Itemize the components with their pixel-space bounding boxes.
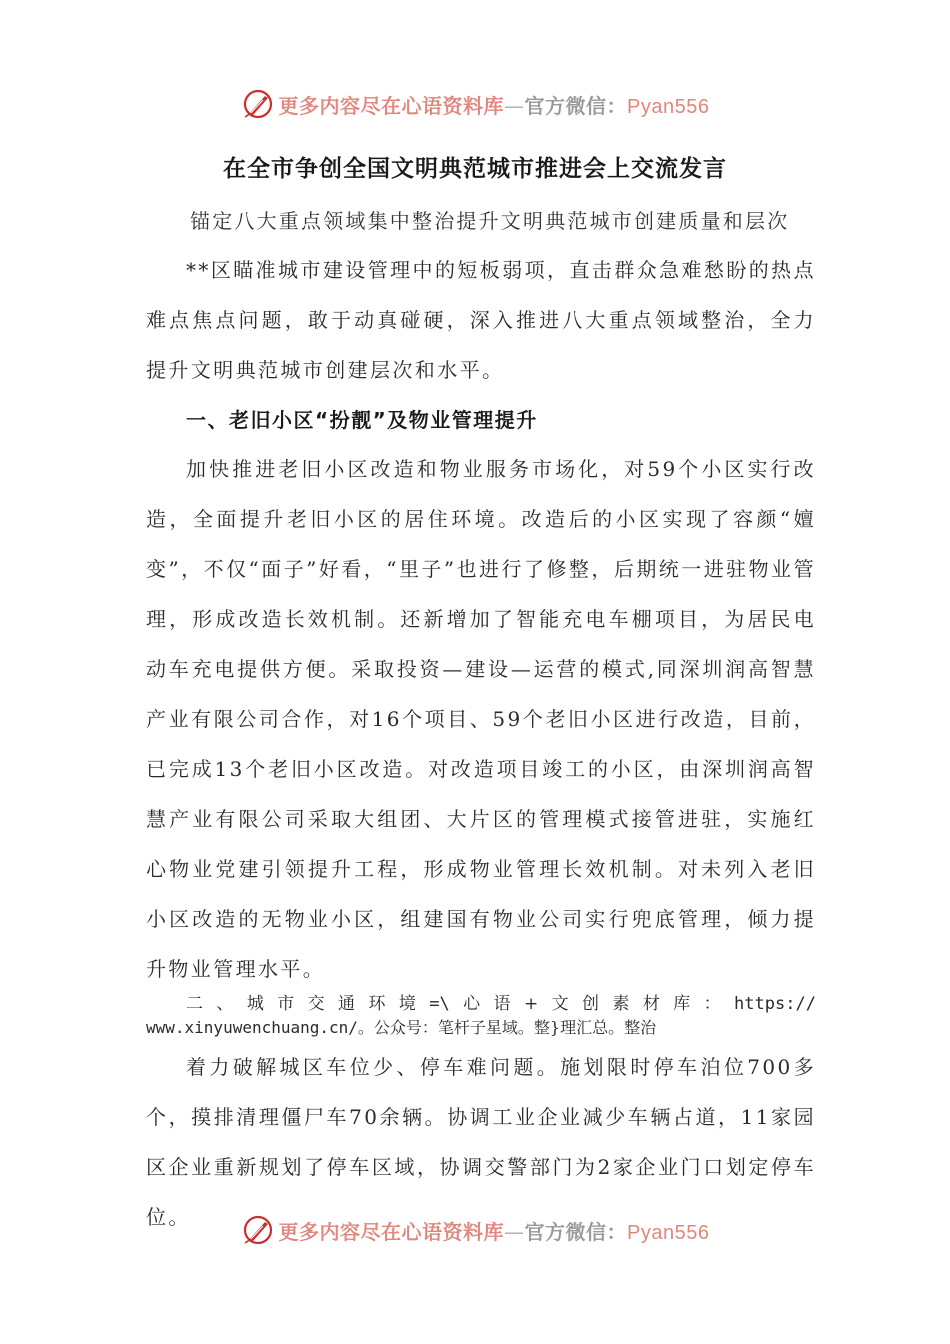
source-url-link[interactable]: www.xinyuwenchuang.cn/ bbox=[146, 1018, 358, 1037]
quill-pen-circle-icon bbox=[241, 87, 275, 121]
footer-banner bbox=[0, 1210, 950, 1250]
section-1-paragraph: 加快推进老旧小区改造和物业服务市场化，对59个小区实行改造，全面提升老旧小区的居住环境。改造后的小区实现了容颜“嬗变”，不仅“面子”好看，“里子”也进行了修整，后期统一进驻物业管理，形成改造长效机制。还新增加了智能充电车棚项目，为居民电动车充电提供方便。采取投资—建设—运营的模式,同深圳润高智慧产业有限公司合作，对16个项目、59个老旧小区进行改造，目前，已完成13个老旧小区改造。对改造项目竣工的小区，由深圳润高智慧产业有限公司采取大组团、大片区的管理模式接管进驻，实施红心物业党建引领提升工程，形成物业管理长效机制。对未列入老旧小区改造的无物业小区，组建国有物业公司实行兜底管理，倾力提升物业管理水平。 bbox=[146, 457, 816, 981]
section-2-heading bbox=[146, 992, 816, 1040]
banner-text: 更多内容尽在心语资料库—官方微信：Pyan556 bbox=[278, 1219, 710, 1244]
quill-pen-circle-icon bbox=[241, 1213, 275, 1247]
banner-text: 更多内容尽在心语资料库—官方微信：Pyan556 bbox=[278, 93, 710, 118]
section-1-heading: 一、老旧小区“扮靓”及物业管理提升 bbox=[186, 408, 538, 432]
document-subtitle: 锚定八大重点领域集中整治提升文明典范城市创建质量和层次 bbox=[190, 209, 790, 233]
section-2-heading-line1: 二 、 城 市 交 通 环 境 =\ 心 语 + 文 创 素 材 库 ： https:// bbox=[186, 994, 816, 1014]
intro-paragraph: **区瞄准城市建设管理中的短板弱项，直击群众急难愁盼的热点难点焦点问题，敢于动真碰硬，深入推进八大重点领域整治，全力提升文明典范城市创建层次和水平。 bbox=[146, 258, 816, 382]
section-2-heading-line2: www.xinyuwenchuang.cn/。公众号：笔杆子星域。整}理汇总。整治 bbox=[146, 1018, 657, 1037]
document-title: 在全市争创全国文明典范城市推进会上交流发言 bbox=[223, 156, 727, 182]
header-banner bbox=[0, 84, 950, 124]
section-2-paragraph: 着力破解城区车位少、停车难问题。施划限时停车泊位700多个，摸排清理僵尸车70余辆。协调工业企业减少车辆占道，11家园区企业重新规划了停车区域，协调交警部门为2家企业门口划定停车位。 bbox=[146, 1055, 816, 1229]
